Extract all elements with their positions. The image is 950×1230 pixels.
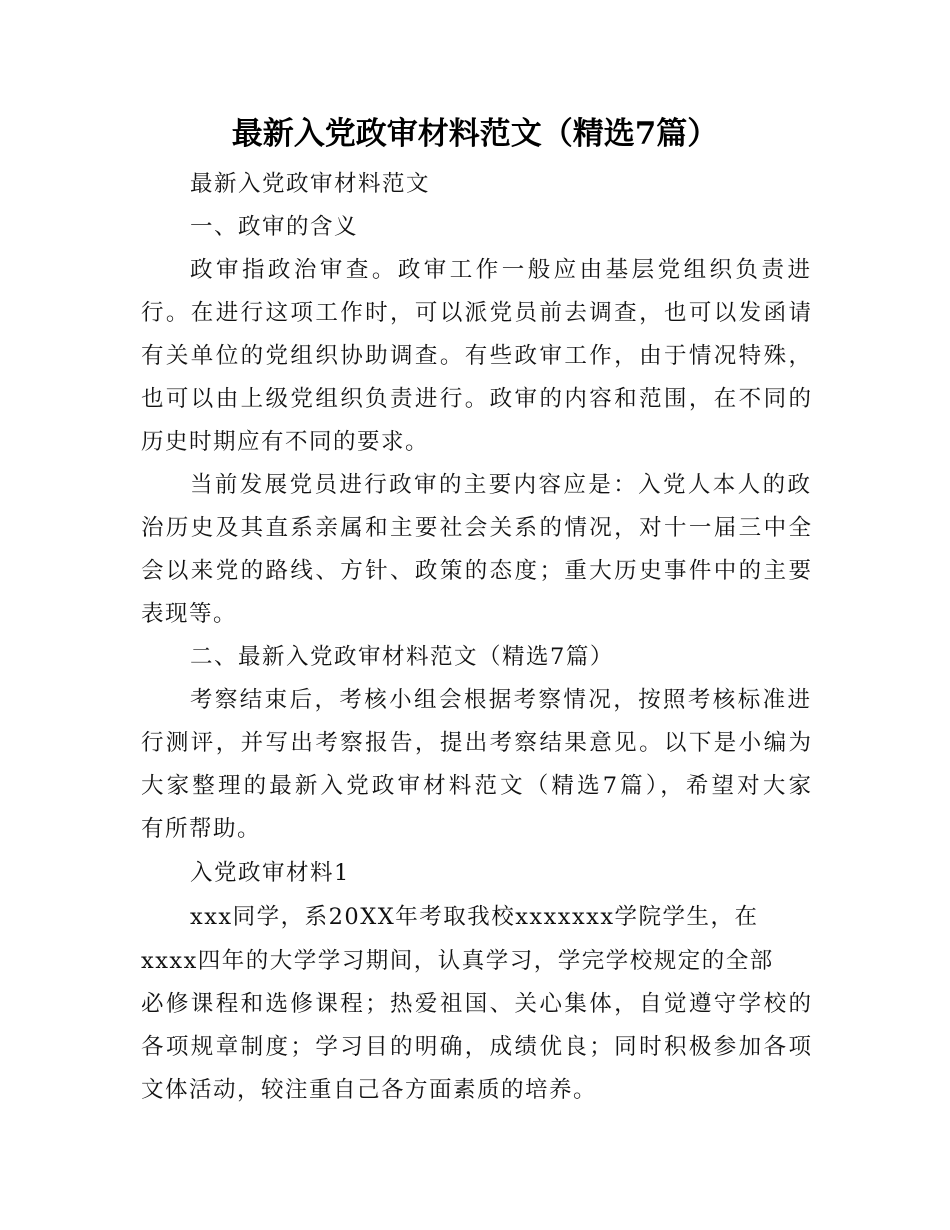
paragraph-line: 表现等。 — [141, 601, 238, 627]
paragraph-line: 历史时期应有不同的要求。 — [141, 429, 430, 455]
section-heading-1: 一、政审的含义 — [190, 214, 359, 240]
paragraph-line: xxx同学，系20XX年考取我校xxxxxxx学院学生，在 — [190, 904, 759, 930]
document-title: 最新入党政审材料范文（精选7篇） — [231, 116, 719, 152]
paragraph-line: 有所帮助。 — [141, 816, 262, 842]
paragraph-line: 文体活动，较注重自己各方面素质的培养。 — [141, 1077, 598, 1103]
paragraph-line: 必修课程和选修课程；热爱祖国、关心集体，自觉遵守学校的 — [141, 991, 811, 1017]
paragraph-line: 治历史及其直系亲属和主要社会关系的情况，对十一届三中全 — [141, 515, 811, 541]
paragraph-line: 会以来党的路线、方针、政策的态度；重大历史事件中的主要 — [141, 558, 811, 584]
paragraph-line: 各项规章制度；学习目的明确，成绩优良；同时积极参加各项 — [141, 1034, 811, 1060]
paragraph-line: 行。在进行这项工作时，可以派党员前去调查，也可以发函请 — [141, 300, 811, 326]
paragraph-line: 考察结束后，考核小组会根据考察情况，按照考核标准进 — [190, 687, 810, 713]
material-heading-1: 入党政审材料1 — [190, 860, 350, 886]
paragraph-line: xxxx四年的大学学习期间，认真学习，学完学校规定的全部 — [141, 948, 774, 974]
paragraph-line: 也可以由上级党组织负责进行。政审的内容和范围，在不同的 — [141, 386, 811, 412]
subtitle-line: 最新入党政审材料范文 — [190, 171, 431, 197]
paragraph-line: 政审指政治审查。政审工作一般应由基层党组织负责进 — [190, 257, 810, 283]
paragraph-line: 当前发展党员进行政审的主要内容应是：入党人本人的政 — [190, 472, 810, 498]
paragraph-line: 行测评，并写出考察报告，提出考察结果意见。以下是小编为 — [141, 730, 811, 756]
paragraph-line: 大家整理的最新入党政审材料范文（精选7篇），希望对大家 — [141, 773, 811, 799]
paragraph-line: 有关单位的党组织协助调查。有些政审工作，由于情况特殊， — [141, 343, 811, 369]
section-heading-2: 二、最新入党政审材料范文（精选7篇） — [190, 644, 614, 670]
